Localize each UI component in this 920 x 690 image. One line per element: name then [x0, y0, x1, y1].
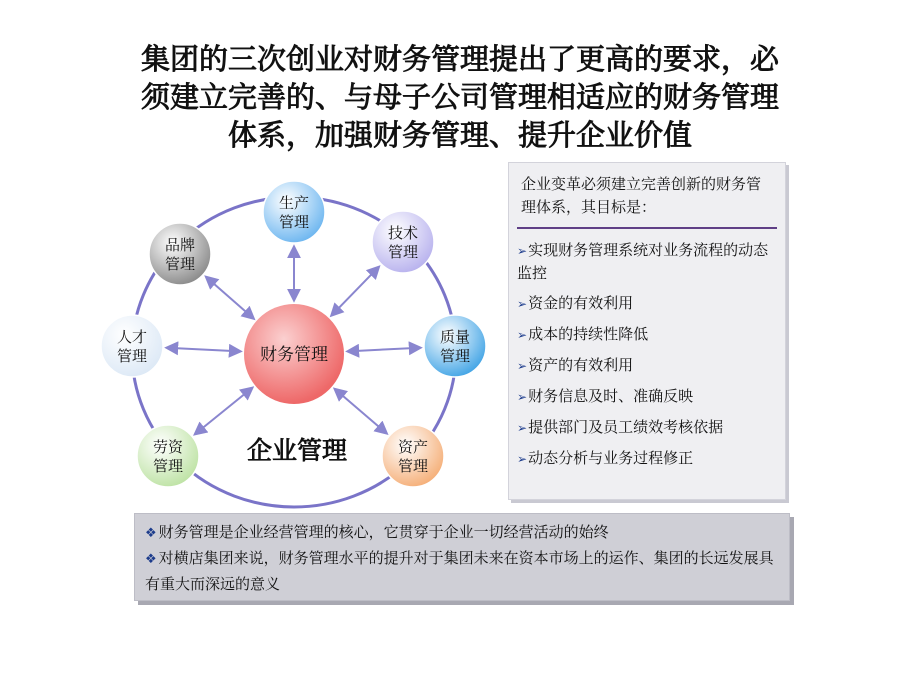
node-label: 生产 [278, 194, 310, 212]
node-labor [137, 425, 199, 487]
arrow-assets [335, 389, 386, 433]
node-circle [372, 211, 434, 273]
node-label: 技术 [387, 224, 419, 242]
node-circle [149, 223, 211, 285]
page-title [60, 40, 860, 154]
goal-item [509, 235, 785, 288]
node-circle [101, 315, 163, 377]
goal-text: 动态分析与业务过程修正 [528, 449, 694, 467]
goal-text: 提供部门及员工绩效考核依据 [528, 418, 724, 436]
node-assets [382, 425, 444, 487]
node-label: 管理 [116, 347, 148, 365]
node-label: 劳资 [152, 438, 184, 456]
title-line-3: 体系，加强财务管理、提升企业价值 [227, 118, 692, 152]
financial-management-diagram [90, 170, 510, 510]
diamond-bullet-icon: ❖ [145, 552, 157, 567]
goal-text: 成本的持续性降低 [528, 325, 649, 343]
goal-item [509, 381, 785, 412]
node-center [244, 304, 344, 404]
node-label: 管理 [387, 243, 419, 261]
goals-divider [517, 227, 777, 229]
node-quality [424, 315, 486, 377]
goal-text: 资金的有效利用 [528, 294, 634, 312]
node-label: 管理 [152, 457, 184, 475]
arrow-bullet-icon: ➢ [517, 244, 528, 258]
node-label: 质量 [439, 328, 471, 346]
node-label: 管理 [439, 347, 471, 365]
node-label: 管理 [164, 255, 196, 273]
arrow-brand [206, 277, 253, 318]
arrow-bullet-icon: ➢ [517, 452, 528, 466]
goal-item [509, 443, 785, 474]
goal-item [509, 350, 785, 381]
goal-text: 资产的有效利用 [528, 356, 634, 374]
goals-list [509, 235, 785, 474]
enterprise-management-label: 企业管理 [246, 436, 348, 465]
node-circle [382, 425, 444, 487]
goal-item [509, 288, 785, 319]
note-text: 对横店集团来说，财务管理水平的提升对于集团未来在资本市场上的运作、集团的长远发展具有重大而深远的意义 [145, 549, 774, 593]
node-circle [263, 181, 325, 243]
note-text: 财务管理是企业经营管理的核心，它贯穿于企业一切经营活动的始终 [158, 523, 609, 541]
diamond-bullet-icon: ❖ [145, 526, 157, 541]
arrow-quality [348, 348, 420, 352]
title-line-2: 须建立完善的、与母子公司管理相适应的财务管理 [140, 80, 779, 114]
note-item [145, 546, 779, 597]
node-label: 资产 [397, 438, 429, 456]
note-item [145, 520, 779, 546]
arrow-bullet-icon: ➢ [517, 421, 528, 435]
arrow-bullet-icon: ➢ [517, 297, 528, 311]
arrow-labor [195, 388, 252, 434]
node-label: 管理 [397, 457, 429, 475]
arrow-bullet-icon: ➢ [517, 390, 528, 404]
node-talent [101, 315, 163, 377]
notes-list [145, 520, 779, 597]
node-label: 品牌 [164, 236, 196, 254]
goal-item [509, 319, 785, 350]
title-line-1: 集团的三次创业对财务管理提出了更高的要求，必 [140, 42, 779, 76]
node-circle [137, 425, 199, 487]
node-production [263, 181, 325, 243]
node-label: 人才 [116, 328, 148, 346]
arrow-talent [167, 348, 240, 352]
node-label: 管理 [278, 213, 310, 231]
goal-text: 实现财务管理系统对业务流程的动态监控 [517, 241, 769, 282]
goals-heading: 企业变革必须建立完善创新的财务管理体系，其目标是： [521, 175, 762, 216]
goal-text: 财务信息及时、准确反映 [528, 387, 694, 405]
center-label: 财务管理 [260, 345, 328, 365]
arrow-bullet-icon: ➢ [517, 328, 528, 342]
node-brand [149, 223, 211, 285]
goals-panel [508, 162, 786, 500]
node-technology [372, 211, 434, 273]
node-circle [424, 315, 486, 377]
notes-panel [134, 513, 790, 601]
arrow-bullet-icon: ➢ [517, 359, 528, 373]
arrow-technology [332, 267, 379, 315]
goal-item [509, 412, 785, 443]
